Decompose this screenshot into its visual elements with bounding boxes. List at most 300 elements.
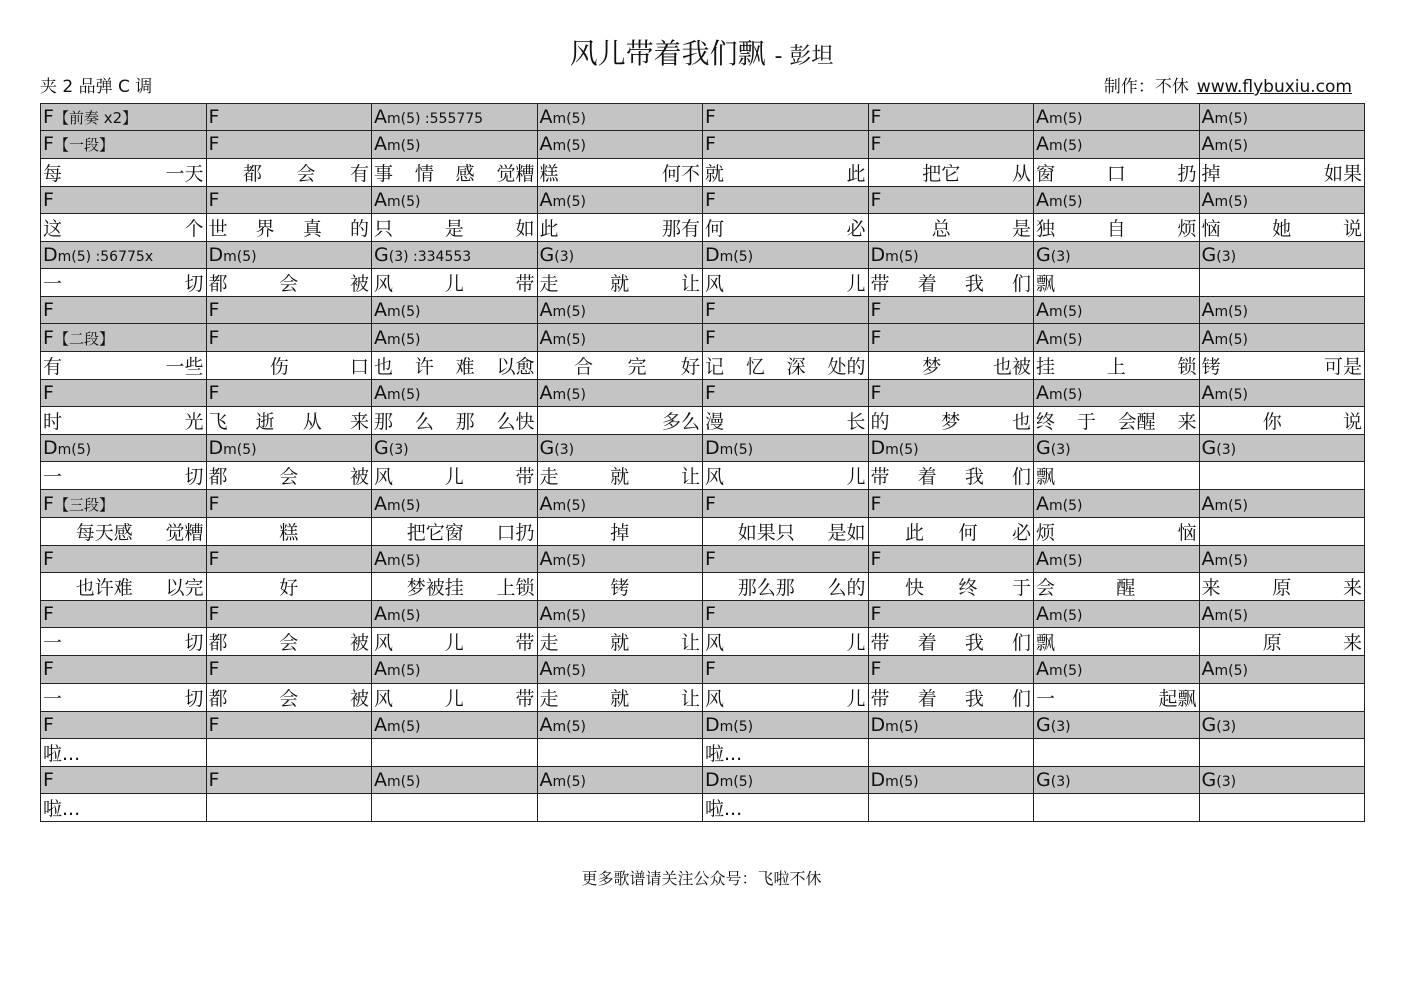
lyric-line — [705, 739, 866, 766]
chord-root: A — [1201, 547, 1215, 570]
lyric-cell — [537, 269, 703, 297]
chord-cell — [537, 766, 703, 793]
chord-quality: m(5) — [552, 138, 586, 155]
song-title-line — [0, 36, 1403, 75]
lyric-word: 情 — [414, 162, 434, 185]
lyric-cell — [1199, 683, 1365, 711]
lyric-word: 逝 — [255, 411, 275, 434]
lyric-word: 走 — [539, 466, 559, 489]
chord-quality: m(5) — [1214, 304, 1248, 321]
chord-row — [41, 656, 1365, 683]
lyric-cell — [703, 572, 869, 600]
lyric-cell — [41, 517, 207, 545]
lyric-cell — [1034, 158, 1200, 186]
chord-cell — [703, 104, 869, 131]
lyric-word: 走 — [539, 687, 559, 710]
chord-row — [41, 600, 1365, 627]
lyric-word: 处的 — [827, 355, 866, 378]
chord-root: F — [208, 603, 220, 626]
lyric-word: 一 — [43, 466, 63, 489]
chord-cell — [1034, 104, 1200, 131]
lyric-cell — [206, 517, 372, 545]
chord-row — [41, 379, 1365, 406]
lyric-word: 一 — [43, 273, 63, 296]
chord-root: A — [1036, 492, 1049, 515]
lyric-cell — [41, 213, 207, 241]
lyric-word: 就 — [610, 466, 630, 489]
lyric-word: 会 — [1036, 576, 1056, 599]
lyric-line — [1202, 628, 1363, 655]
chord-cell — [206, 379, 372, 406]
lyric-word: 是 — [444, 217, 464, 240]
lyric-word: 每 — [43, 162, 63, 185]
lyric-word: 切 — [184, 466, 204, 489]
lyric-word: 会 — [279, 273, 299, 296]
chord-cell — [41, 766, 207, 793]
lyric-word: 风 — [705, 687, 725, 710]
lyric-line — [540, 214, 701, 241]
chord-root: F — [208, 326, 220, 349]
song-artist: - 彭坦 — [774, 44, 834, 69]
lyric-cell — [537, 794, 703, 822]
chord-row — [41, 490, 1365, 517]
chord-cell — [206, 186, 372, 213]
lyric-line — [1036, 159, 1197, 186]
lyric-word: 一天 — [165, 162, 204, 185]
chord-root: G — [1036, 713, 1051, 736]
chord-quality: m(5) — [885, 718, 919, 735]
lyric-cell — [868, 517, 1034, 545]
chord-root: A — [374, 603, 387, 626]
chord-cell — [1034, 490, 1200, 517]
chord-root: G — [1201, 769, 1217, 791]
chord-cell — [537, 490, 703, 517]
chord-quality: m(5) — [1214, 138, 1248, 155]
lyric-line — [43, 407, 204, 434]
chord-root: A — [374, 326, 387, 349]
chord-root: F — [870, 133, 882, 156]
lyric-cell — [703, 738, 869, 766]
chord-row — [41, 711, 1365, 738]
lyric-cell — [1199, 517, 1365, 545]
lyric-line — [1036, 214, 1197, 241]
lyric-word: 把它 — [922, 162, 961, 185]
chord-cell — [703, 186, 869, 213]
lyric-line — [540, 407, 701, 434]
chord-quality: (3) — [1050, 718, 1071, 735]
lyric-cell — [1034, 462, 1200, 490]
chord-cell — [1034, 186, 1200, 213]
chord-quality: m(5) — [552, 608, 586, 625]
lyric-word: 带 — [515, 273, 535, 296]
chord-cell — [1199, 490, 1365, 517]
lyric-word: 上 — [1106, 355, 1126, 378]
lyric-word: 烦 — [1036, 521, 1056, 544]
chord-cell — [703, 297, 869, 324]
lyric-cell — [1199, 628, 1365, 656]
chord-sheet-body — [41, 104, 1365, 822]
lyric-line — [871, 214, 1032, 241]
chord-cell — [206, 324, 372, 351]
lyric-cell — [1034, 407, 1200, 435]
chord-cell — [206, 600, 372, 627]
lyric-row — [41, 628, 1365, 656]
lyric-cell — [537, 517, 703, 545]
chord-root: A — [1036, 658, 1049, 681]
chord-quality: (3) — [1050, 774, 1071, 790]
chord-cell — [1034, 711, 1200, 738]
chord-cell — [1199, 104, 1365, 131]
lyric-line — [1036, 684, 1197, 711]
lyric-word: 铐 — [1201, 355, 1221, 378]
chord-cell — [868, 324, 1034, 351]
chord-root: D — [870, 713, 886, 736]
chord-cell — [41, 711, 207, 738]
lyric-word: 烦 — [1177, 217, 1197, 240]
lyric-row — [41, 407, 1365, 435]
chord-root: A — [1201, 299, 1215, 322]
lyric-line — [705, 518, 866, 545]
chord-quality: m(5) — [387, 111, 421, 128]
lyric-word: 儿 — [846, 687, 866, 710]
lyric-line — [1036, 352, 1197, 379]
lyric-cell — [868, 628, 1034, 656]
chord-root: G — [539, 437, 555, 460]
lyric-line — [705, 628, 866, 655]
chord-row — [41, 324, 1365, 351]
lyric-line — [374, 462, 535, 489]
lyric-cell — [372, 683, 538, 711]
chord-root: F — [705, 492, 716, 515]
chord-cell — [372, 131, 538, 158]
lyric-word: 如果 — [1323, 162, 1362, 185]
chord-root: G — [1201, 244, 1217, 267]
lyric-cell — [372, 213, 538, 241]
chord-root: F — [43, 658, 54, 681]
lyric-word: 说 — [1342, 411, 1362, 434]
chord-cell — [703, 766, 869, 793]
lyric-word: 的 — [349, 217, 369, 240]
lyric-word: 被 — [349, 687, 369, 710]
chord-root: A — [1201, 133, 1215, 156]
chord-cell — [537, 241, 703, 268]
lyric-word: 风 — [374, 273, 394, 296]
chord-quality: m(5) — [1214, 663, 1248, 680]
lyric-cell — [537, 351, 703, 379]
lyric-line — [209, 269, 370, 296]
lyric-line — [374, 407, 535, 434]
lyric-line — [540, 159, 701, 186]
chord-quality: m(5) — [1214, 111, 1248, 128]
chord-root: D — [43, 437, 58, 460]
chord-quality: m(5) — [552, 331, 586, 348]
lyric-line — [705, 794, 866, 821]
lyric-word: 就 — [610, 632, 630, 655]
chord-root: F — [43, 133, 54, 156]
lyric-cell — [1034, 517, 1200, 545]
chord-cell — [206, 545, 372, 572]
chord-root: F — [208, 658, 220, 681]
lyric-line — [705, 573, 866, 600]
chord-root: A — [374, 133, 387, 156]
chord-cell — [868, 435, 1034, 462]
chord-row — [41, 104, 1365, 131]
chord-quality: m(5) — [1049, 331, 1083, 348]
lyric-line — [43, 214, 204, 241]
lyric-line — [209, 684, 370, 711]
lyric-word: 深 — [786, 355, 806, 378]
chord-cell — [537, 656, 703, 683]
chord-cell — [41, 545, 207, 572]
lyric-cell — [868, 351, 1034, 379]
lyric-line — [374, 628, 535, 655]
chord-quality: m(5) — [1049, 138, 1083, 155]
lyric-word: 带 — [515, 687, 535, 710]
lyric-cell — [206, 794, 372, 822]
lyric-word: 从 — [302, 411, 322, 434]
chord-cell — [537, 186, 703, 213]
chord-quality: (3) — [1050, 442, 1071, 459]
lyric-line — [705, 684, 866, 711]
chord-root: A — [374, 769, 387, 791]
chord-cell — [1199, 766, 1365, 793]
chord-quality: (3) — [1216, 249, 1237, 266]
chord-cell — [868, 600, 1034, 627]
lyric-word: 们 — [1011, 632, 1031, 655]
lyric-cell — [1034, 572, 1200, 600]
lyric-word: 口 — [349, 355, 369, 378]
chord-quality: m(5) — [57, 442, 92, 459]
chord-quality: m(5) — [387, 774, 421, 790]
chord-cell — [1034, 600, 1200, 627]
chord-root: A — [539, 188, 553, 211]
lyric-word: 们 — [1011, 273, 1031, 296]
chord-root: F — [705, 381, 716, 404]
lyric-line — [43, 518, 204, 545]
site-link[interactable]: www.flybuxiu.com — [1196, 77, 1352, 97]
chord-root: A — [1201, 381, 1215, 404]
lyric-word: 飞 — [208, 411, 228, 434]
lyric-word: 有 — [349, 162, 369, 185]
lyric-word: 每天感 — [75, 521, 133, 544]
chord-root: D — [870, 244, 886, 267]
lyric-row — [41, 351, 1365, 379]
lyric-word: 风 — [374, 632, 394, 655]
lyric-word: 让 — [680, 273, 700, 296]
chord-cell — [372, 241, 538, 268]
chord-cell — [868, 711, 1034, 738]
lyric-row — [41, 572, 1365, 600]
lyric-cell — [868, 407, 1034, 435]
chord-root: F — [208, 713, 220, 736]
chord-quality: m(5) — [885, 249, 919, 266]
lyric-word: 一 — [1036, 687, 1056, 710]
lyric-word: 原 — [1262, 632, 1282, 655]
chord-quality: m(5) — [1049, 552, 1083, 569]
chord-root: F — [208, 106, 220, 129]
chord-root: A — [1201, 658, 1215, 681]
chord-root: G — [1036, 437, 1051, 460]
chord-cell — [372, 324, 538, 351]
chord-root: A — [374, 492, 387, 515]
lyric-cell — [41, 158, 207, 186]
lyric-word: 那有 — [661, 217, 700, 240]
lyric-line — [1036, 462, 1197, 489]
lyric-word: 那 — [455, 411, 475, 434]
lyric-line — [43, 684, 204, 711]
lyric-word: 就 — [610, 273, 630, 296]
chord-root: F — [870, 547, 882, 570]
lyric-cell — [372, 794, 538, 822]
chord-root: F — [870, 381, 882, 404]
lyric-word: 把它窗 — [406, 521, 464, 544]
lyric-word: 来 — [1201, 576, 1221, 599]
lyric-cell — [537, 158, 703, 186]
lyric-word: 必 — [1011, 521, 1031, 544]
lyric-word: 是 — [1011, 217, 1031, 240]
chord-cell — [41, 656, 207, 683]
lyric-word: 锁 — [1177, 355, 1197, 378]
chord-root: G — [1201, 713, 1217, 736]
lyric-cell — [703, 351, 869, 379]
lyric-word: 铐 — [610, 576, 630, 599]
lyric-word: 原 — [1272, 576, 1292, 599]
chord-root: D — [870, 437, 886, 460]
chord-root: F — [43, 106, 54, 129]
chord-cell — [537, 545, 703, 572]
lyric-word: 风 — [374, 466, 394, 489]
lyric-word: 也被 — [992, 355, 1031, 378]
lyric-word: 掉 — [1201, 162, 1221, 185]
lyric-cell — [703, 269, 869, 297]
lyric-line — [43, 159, 204, 186]
lyric-line — [374, 573, 535, 600]
chord-cell — [206, 104, 372, 131]
chord-root: F — [705, 658, 716, 681]
lyric-line — [871, 462, 1032, 489]
chord-root: F — [870, 299, 882, 322]
chord-quality: m(5) — [387, 608, 421, 625]
lyric-cell — [206, 351, 372, 379]
chord-root: A — [374, 547, 387, 570]
chord-cell — [703, 545, 869, 572]
lyric-row — [41, 683, 1365, 711]
chord-quality: m(5) — [1214, 552, 1248, 569]
lyric-word: 长 — [846, 411, 866, 434]
chord-root: A — [374, 106, 387, 129]
chord-cell — [41, 241, 207, 268]
chord-cell — [1034, 379, 1200, 406]
chord-quality: (3) — [554, 249, 575, 266]
chord-cell — [703, 324, 869, 351]
chord-cell — [1199, 186, 1365, 213]
lyric-cell — [1199, 351, 1365, 379]
lyric-word: 带 — [870, 632, 890, 655]
chord-cell — [703, 711, 869, 738]
lyric-word: 儿 — [444, 273, 464, 296]
lyric-word: 风 — [705, 466, 725, 489]
lyric-word: 来 — [1177, 411, 1197, 434]
lyric-word: 飘 — [1036, 466, 1056, 489]
lyric-cell — [372, 462, 538, 490]
chord-cell — [206, 711, 372, 738]
lyric-line — [209, 214, 370, 241]
lyric-cell — [703, 628, 869, 656]
chord-root: F — [870, 658, 882, 681]
lyric-word: 梦 — [941, 411, 961, 434]
chord-quality: m(5) — [1049, 663, 1083, 680]
chord-root: F — [43, 769, 54, 791]
lyric-word: 着 — [917, 687, 937, 710]
lyric-word: 难 — [455, 355, 475, 378]
chord-cell — [372, 545, 538, 572]
chord-row — [41, 435, 1365, 462]
chord-cell — [868, 656, 1034, 683]
chord-root: D — [705, 713, 720, 736]
chord-cell — [537, 104, 703, 131]
chord-row — [41, 545, 1365, 572]
chord-root: F — [870, 326, 882, 349]
chord-cell — [703, 131, 869, 158]
lyric-word: 多么 — [661, 411, 700, 434]
chord-cell — [537, 131, 703, 158]
chord-cell — [1199, 711, 1365, 738]
lyric-line — [1036, 628, 1197, 655]
chord-quality: m(5) — [387, 386, 421, 403]
lyric-word: 带 — [870, 466, 890, 489]
chord-root: G — [539, 244, 555, 267]
lyric-line — [871, 269, 1032, 296]
chord-quality: m(5) — [57, 249, 92, 266]
lyric-word: 会 — [279, 466, 299, 489]
chord-cell — [537, 435, 703, 462]
lyric-word: 时 — [43, 411, 63, 434]
chord-root: A — [1036, 603, 1049, 626]
lyric-word: 上锁 — [496, 576, 535, 599]
lyric-word: 风 — [705, 632, 725, 655]
chord-quality: m(5) — [1214, 193, 1248, 210]
credit-author: 制作：不休 — [1103, 77, 1189, 97]
lyric-word: 如 — [515, 217, 535, 240]
lyric-line — [43, 352, 204, 379]
chord-quality: m(5) — [1214, 497, 1248, 514]
lyric-row — [41, 738, 1365, 766]
chord-quality: m(5) — [387, 718, 421, 735]
lyric-line — [1036, 269, 1197, 296]
lyric-line — [374, 684, 535, 711]
lyric-line — [1202, 352, 1363, 379]
chord-root: G — [374, 437, 389, 460]
lyric-word: 恼 — [1201, 217, 1221, 240]
chord-cell — [1199, 241, 1365, 268]
lyric-line — [540, 573, 701, 600]
chord-cell — [1199, 297, 1365, 324]
lyric-word: 都 — [242, 162, 262, 185]
lyric-cell — [1199, 407, 1365, 435]
lyric-row — [41, 462, 1365, 490]
chord-cell — [372, 600, 538, 627]
lyric-line — [705, 462, 866, 489]
lyric-line — [374, 352, 535, 379]
song-title: 风儿带着我们飘 — [569, 37, 766, 70]
lyric-word: 如果只 — [737, 521, 795, 544]
chord-row — [41, 186, 1365, 213]
lyric-word: 就 — [705, 162, 725, 185]
chord-cell — [206, 131, 372, 158]
lyric-cell — [206, 213, 372, 241]
lyric-line — [871, 518, 1032, 545]
chord-tab: :334553 — [408, 249, 472, 266]
